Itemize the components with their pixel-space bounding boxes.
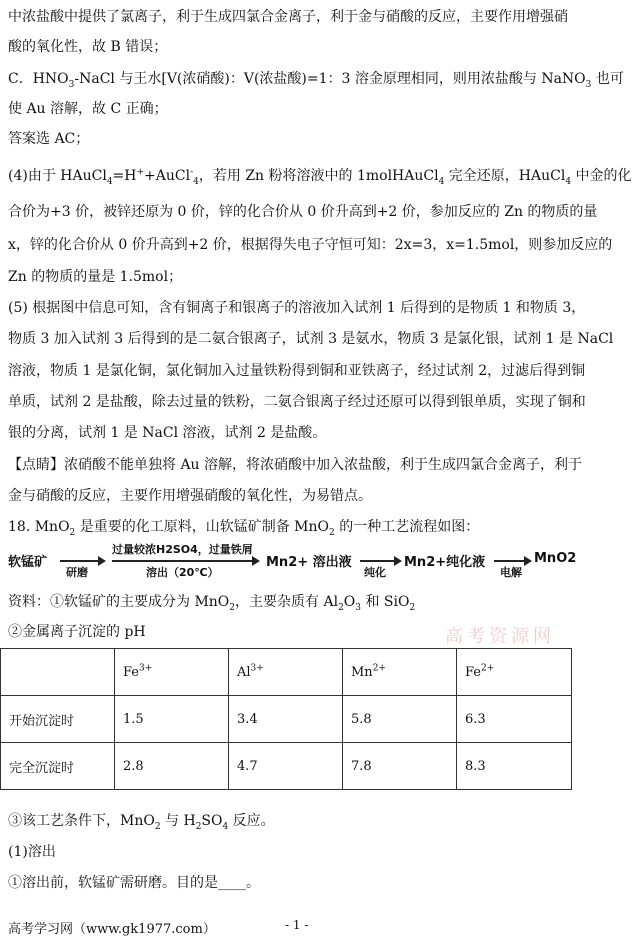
text-line: 使 Au 溶解，故 C 正确； xyxy=(8,101,168,117)
table-cell: 3.4 xyxy=(229,696,343,743)
text-line: 银的分离，试剂 1 是 NaCl 溶液，试剂 2 是盐酸。 xyxy=(8,425,327,441)
table-row xyxy=(1,743,572,790)
table-cell: 1.5 xyxy=(115,696,229,743)
text-line: 资料：①软锰矿的主要成分为 MnO$_2$，主要杂质有 $Al_2O_3$ 和 SiO$_2$ xyxy=(8,594,416,613)
text-line: 物质 3 加入试剂 3 后得到的是二氨合银离子，试剂 3 是氨水，物质 3 是氯化银，试剂 1 是 NaCl xyxy=(8,331,614,347)
text-line: Zn 的物质的量是 1.5mol； xyxy=(8,269,183,285)
text-line: 答案选 AC； xyxy=(8,131,90,147)
table-cell: $Fe^{3+}$ xyxy=(115,649,229,696)
table-header-row xyxy=(1,649,572,696)
flow-end-label: MnO2 xyxy=(534,551,577,566)
flow-arrow xyxy=(494,560,530,562)
table-cell: 开始沉淀时 xyxy=(1,696,115,743)
text-line: ①溶出前，软锰矿需研磨。目的是____。 xyxy=(8,875,260,891)
flow-grind-label: 研磨 xyxy=(66,566,88,579)
text-line: 【点睛】浓硝酸不能单独将 Au 溶解，将浓硝酸中加入浓盐酸，利于生成四氯合金离子，利于 xyxy=(8,457,583,473)
table-cell: 4.7 xyxy=(229,743,343,790)
flow-arrow xyxy=(112,560,258,562)
page-number: - 1 - xyxy=(285,918,309,932)
text-line: 酸的氧化性，故 B 错误； xyxy=(8,39,168,55)
text-line: (5) 根据图中信息可知，含有铜离子和银离子的溶液加入试剂 1 后得到的是物质 1 和物质 3， xyxy=(8,300,586,316)
flow-mn2-solution-label: Mn2+ 溶出液 xyxy=(266,555,352,570)
flow-dissolve-label: 溶出（20℃） xyxy=(146,566,219,579)
table-cell: 7.8 xyxy=(343,743,457,790)
text-line: ③该工艺条件下，MnO$_2$ 与 $H_2SO_4$ 反应。 xyxy=(8,813,275,832)
table-cell: 完全沉淀时 xyxy=(1,743,115,790)
table-cell: $Mn^{2+}$ xyxy=(343,649,457,696)
text-line: 合价为+3 价，被锌还原为 0 价，锌的化合价从 0 价升高到+2 价，参加反应的 Zn 的物质的量 xyxy=(8,204,598,220)
watermark: 高考资源网 xyxy=(445,626,555,647)
footer-text: 高考学习网（www.gk1977.com） xyxy=(8,922,216,937)
text-line: 金与硝酸的反应，主要作用增强硝酸的氧化性，为易错点。 xyxy=(8,488,372,504)
table-row xyxy=(1,696,572,743)
table-cell: 8.3 xyxy=(457,743,572,790)
flow-arrow xyxy=(60,560,104,562)
text-line: ②金属离子沉淀的 pH xyxy=(8,624,146,640)
process-flow-diagram xyxy=(8,543,578,579)
flow-mn2-purified-label: Mn2+纯化液 xyxy=(404,555,486,570)
ph-table xyxy=(0,648,572,790)
table-cell: 5.8 xyxy=(343,696,457,743)
flow-purify-label: 纯化 xyxy=(364,566,386,579)
table-cell: 6.3 xyxy=(457,696,572,743)
flow-start-label: 软锰矿 xyxy=(8,555,48,570)
text-line: 溶液，物质 1 是氯化铜，氯化铜加入过量铁粉得到铜和亚铁离子，经过试剂 2，过滤后得到铜 xyxy=(8,363,586,379)
flow-arrow xyxy=(360,560,400,562)
question-title: 18. MnO$_2$ 是重要的化工原料，山软锰矿制备 MnO$_2$ 的一种工艺流程如图： xyxy=(8,519,480,538)
text-line: 中浓盐酸中提供了氯离子，利于生成四氯合金离子，利于金与硝酸的反应，主要作用增强硝 xyxy=(8,9,568,25)
table-cell xyxy=(1,649,115,696)
table-cell: 2.8 xyxy=(115,743,229,790)
flow-electrolysis-label: 电解 xyxy=(500,566,522,579)
text-line: C．$HNO_3$-NaCl 与王水[V(浓硝酸)：V(浓盐酸)=1：3 溶金原理相同，则用浓盐酸与 NaNO$_3$ 也可 xyxy=(8,71,624,90)
text-line: (1)溶出 xyxy=(8,844,56,860)
flow-reagent-label: 过量较浓H2SO4，过量铁屑 xyxy=(112,543,253,556)
table-cell: $Fe^{2+}$ xyxy=(457,649,572,696)
text-line: x，锌的化合价从 0 价升高到+2 价，根据得失电子守恒可知：2x=3，x=1.5mol，则参加反应的 xyxy=(8,237,613,253)
table-cell: $Al^{3+}$ xyxy=(229,649,343,696)
text-line: (4)由于 HAuCl$_4$=H++AuCl-$_4$，若用 Zn 粉将溶液中的 1molHAuCl$_4$ 完全还原，HAuCl$_4$ 中金的化 xyxy=(8,167,632,187)
text-line: 单质，试剂 2 是盐酸，除去过量的铁粉，二氨合银离子经过还原可以得到银单质，实现了铜和 xyxy=(8,394,586,410)
